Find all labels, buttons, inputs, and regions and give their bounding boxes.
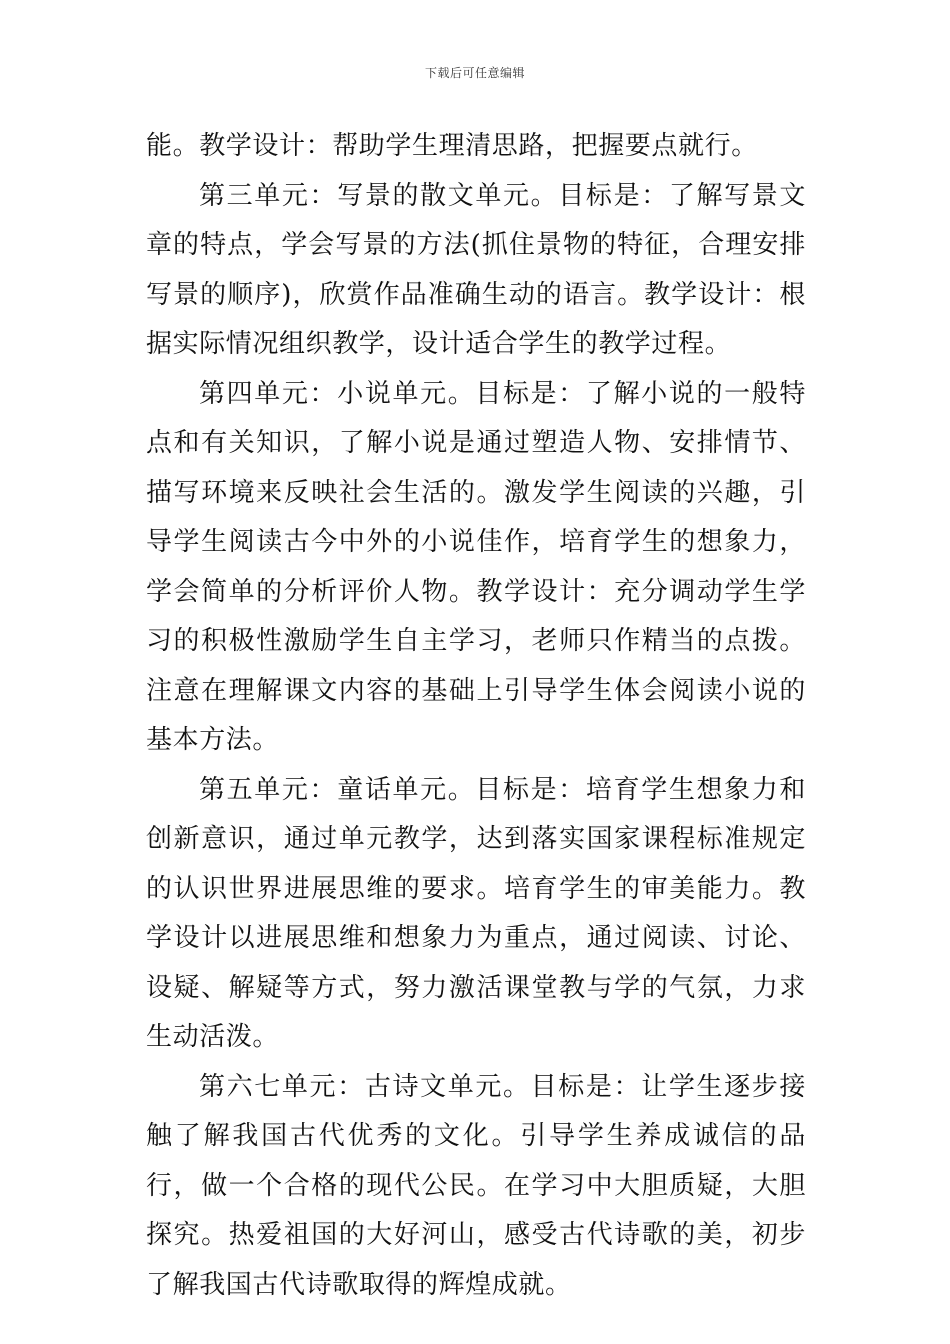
paragraph-unit-four: 第四单元：小说单元。目标是：了解小说的一般特点和有关知识，了解小说是通过塑造人物、安排情节、描写环境来反映社会生活的。激发学生阅读的兴趣，引导学生阅读古今中外的小说佳作，培育学生的想象力，学会简单的分析评价人物。教学设计：充分调动学生学习的积极性激励学生自主学习，老师只作精当的点拨。注意在理解课文内容的基础上引导学生体会阅读小说的基本方法。 xyxy=(146,378,806,755)
paragraph-unit-six-seven: 第六七单元：古诗文单元。目标是：让学生逐步接触了解我国古代优秀的文化。引导学生养成诚信的品行，做一个合格的现代公民。在学习中大胆质疑，大胆探究。热爱祖国的大好河山，感受古代诗歌的美，初步了解我国古代诗歌取得的辉煌成就。 xyxy=(146,1071,806,1300)
paragraph-unit-three: 第三单元：写景的散文单元。目标是：了解写景文章的特点，学会写景的方法(抓住景物的特征，合理安排写景的顺序)，欣赏作品准确生动的语言。教学设计：根据实际情况组织教学，设计适合学生的教学过程。 xyxy=(146,180,806,359)
paragraph-unit-five: 第五单元：童话单元。目标是：培育学生想象力和创新意识，通过单元教学，达到落实国家课程标准规定的认识世界进展思维的要求。培育学生的审美能力。教学设计以进展思维和想象力为重点，通过阅读、讨论、设疑、解疑等方式，努力激活课堂教与学的气氛，力求生动活泼。 xyxy=(146,774,806,1052)
document-body xyxy=(146,122,806,1310)
page-header-note: 下载后可任意编辑 xyxy=(424,66,525,80)
paragraph-continuation: 能。教学设计：帮助学生理清思路，把握要点就行。 xyxy=(146,131,758,161)
